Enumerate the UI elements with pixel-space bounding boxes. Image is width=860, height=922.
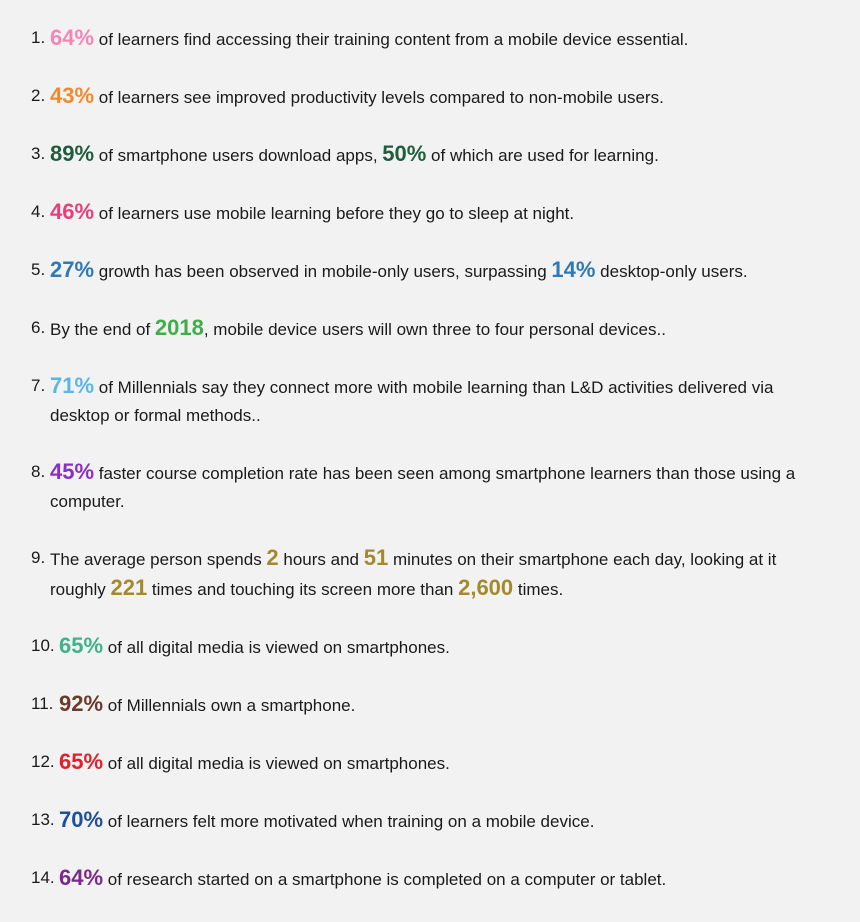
item-number: 9. bbox=[31, 548, 46, 567]
item-number: 14. bbox=[31, 868, 55, 887]
item-text: growth has been observed in mobile-only users, surpassing bbox=[94, 262, 552, 281]
highlight-stat: 43% bbox=[50, 83, 95, 108]
item-number: 13. bbox=[31, 810, 55, 829]
item-number: 1. bbox=[31, 28, 46, 47]
highlight-stat: 65% bbox=[59, 633, 104, 658]
item-text: faster course completion rate has been seen among smartphone learners than those using a computer. bbox=[50, 464, 796, 511]
item-text: of learners see improved productivity levels compared to non-mobile users. bbox=[94, 88, 664, 107]
item-text: of which are used for learning. bbox=[426, 146, 659, 165]
highlight-stat: 46% bbox=[50, 199, 95, 224]
highlight-stat: 89% bbox=[50, 141, 95, 166]
highlight-stat: 221 bbox=[110, 575, 148, 600]
list-item bbox=[31, 82, 831, 112]
item-text: By the end of bbox=[50, 320, 155, 339]
item-text: desktop-only users. bbox=[595, 262, 748, 281]
item-number: 4. bbox=[31, 202, 46, 221]
list-item bbox=[31, 690, 831, 720]
list-item bbox=[31, 140, 831, 170]
highlight-stat: 14% bbox=[551, 257, 596, 282]
list-item bbox=[31, 458, 831, 516]
highlight-stat: 64% bbox=[59, 865, 104, 890]
item-number: 10. bbox=[31, 636, 55, 655]
list-item bbox=[31, 806, 831, 836]
list-item bbox=[31, 198, 831, 228]
highlight-stat: 2,600 bbox=[458, 575, 514, 600]
highlight-stat: 92% bbox=[59, 691, 104, 716]
item-text: of Millennials say they connect more with mobile learning than L&D activities delivered via desktop or formal methods.. bbox=[50, 378, 774, 425]
highlight-stat: 64% bbox=[50, 25, 95, 50]
highlight-stat: 70% bbox=[59, 807, 104, 832]
item-text: minutes on their smartphone each day, looking at it roughly bbox=[50, 550, 777, 599]
item-text: of all digital media is viewed on smartphones. bbox=[103, 754, 450, 773]
item-text: of learners felt more motivated when training on a mobile device. bbox=[103, 812, 595, 831]
list-item bbox=[31, 256, 831, 286]
list-item bbox=[31, 372, 831, 430]
highlight-stat: 2018 bbox=[154, 315, 204, 340]
item-number: 5. bbox=[31, 260, 46, 279]
item-text: of learners find accessing their training content from a mobile device essential. bbox=[94, 30, 689, 49]
item-text: of all digital media is viewed on smartphones. bbox=[103, 638, 450, 657]
item-number: 8. bbox=[31, 462, 46, 481]
list-item bbox=[31, 544, 831, 604]
highlight-stat: 71% bbox=[50, 373, 95, 398]
item-text: times. bbox=[513, 580, 564, 599]
item-number: 2. bbox=[31, 86, 46, 105]
item-text: , mobile device users will own three to four personal devices.. bbox=[203, 320, 666, 339]
list-item bbox=[31, 748, 831, 778]
item-text: of smartphone users download apps, bbox=[94, 146, 383, 165]
item-number: 6. bbox=[31, 318, 46, 337]
list-item bbox=[31, 24, 831, 54]
item-number: 11. bbox=[31, 694, 54, 713]
item-text: of Millennials own a smartphone. bbox=[103, 696, 356, 715]
item-text: times and touching its screen more than bbox=[147, 580, 459, 599]
list-item bbox=[31, 314, 831, 344]
highlight-stat: 2 bbox=[266, 545, 279, 570]
highlight-stat: 50% bbox=[382, 141, 427, 166]
item-number: 7. bbox=[31, 376, 46, 395]
list-item bbox=[31, 864, 831, 894]
highlight-stat: 45% bbox=[50, 459, 95, 484]
statistics-list bbox=[31, 24, 831, 922]
item-text: hours and bbox=[278, 550, 364, 569]
highlight-stat: 65% bbox=[59, 749, 104, 774]
item-text: of research started on a smartphone is completed on a computer or tablet. bbox=[103, 870, 667, 889]
item-number: 3. bbox=[31, 144, 46, 163]
item-text: The average person spends bbox=[50, 550, 267, 569]
item-number: 12. bbox=[31, 752, 55, 771]
list-item bbox=[31, 632, 831, 662]
item-text: of learners use mobile learning before they go to sleep at night. bbox=[94, 204, 575, 223]
highlight-stat: 51 bbox=[363, 545, 389, 570]
highlight-stat: 27% bbox=[50, 257, 95, 282]
